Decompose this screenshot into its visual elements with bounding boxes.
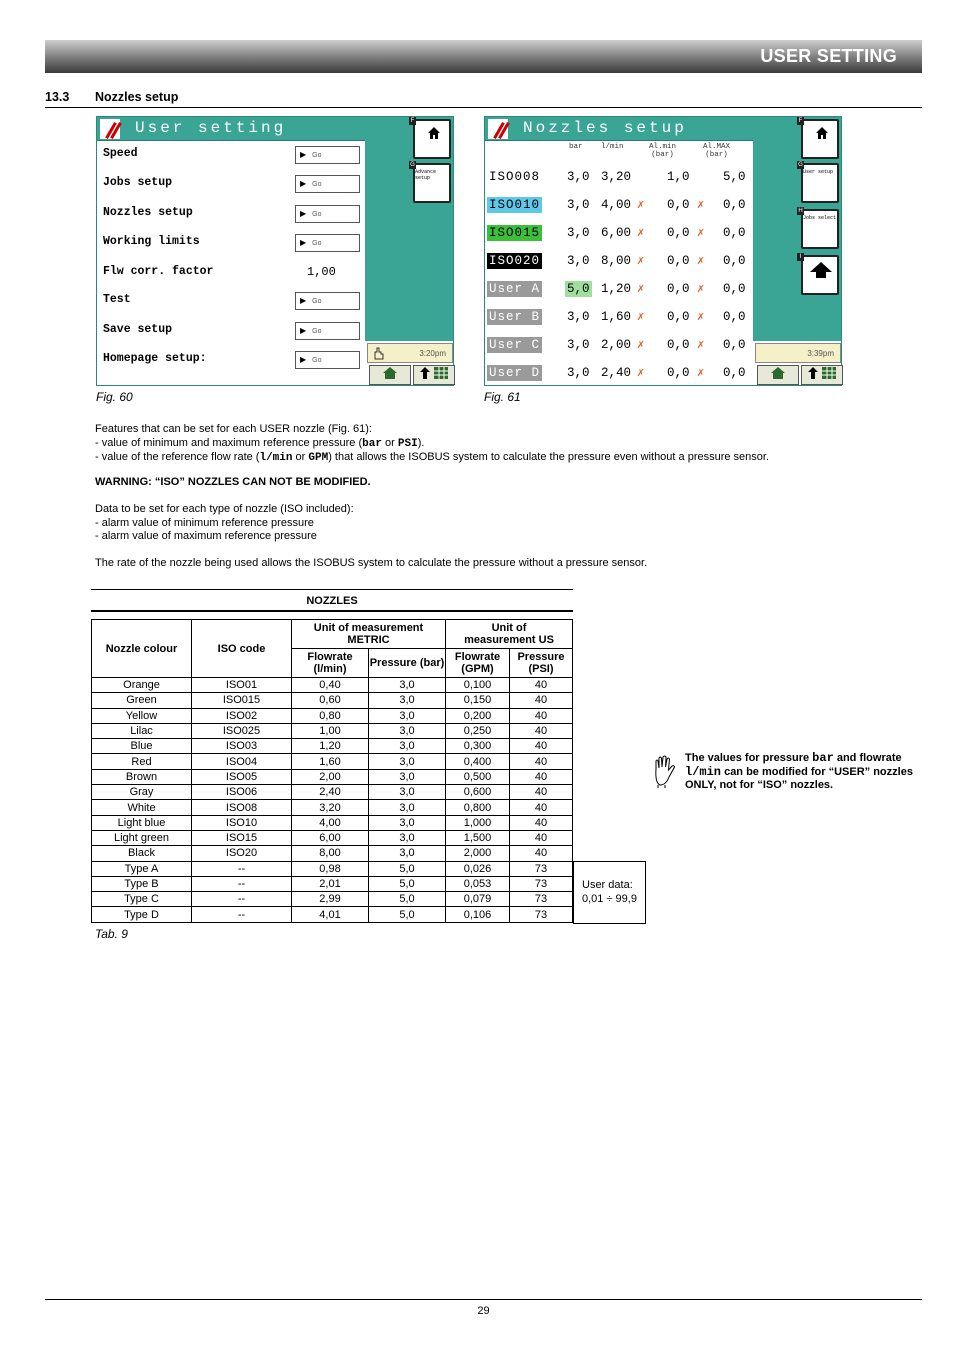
play-icon: ▶ (300, 355, 307, 364)
table-title: NOZZLES (91, 589, 573, 612)
table-cell: ISO02 (192, 708, 292, 723)
table-cell: Blue (92, 739, 192, 754)
menu-button[interactable] (413, 365, 455, 385)
locked-icon: ✗ (697, 226, 705, 240)
softkey-letter: F (798, 118, 803, 124)
home-softkey[interactable] (410, 118, 451, 159)
pressure-value[interactable]: 5,0 (567, 282, 590, 296)
go-button[interactable] (295, 205, 360, 223)
table-cell: 40 (510, 754, 573, 769)
home-button[interactable] (757, 365, 799, 385)
table-cell: Orange (92, 678, 192, 693)
locked-icon: ✗ (637, 338, 645, 352)
go-label: Go (312, 211, 322, 218)
locked-icon: ✗ (637, 366, 645, 380)
table-cell: 8,00 (292, 846, 369, 861)
table-cell: ISO03 (192, 739, 292, 754)
chapter-title: USER SETTING (760, 46, 897, 66)
home-icon (770, 366, 786, 380)
table-cell: Light green (92, 830, 192, 845)
table-cell: 0,053 (446, 876, 510, 891)
table-cell: 0,80 (292, 708, 369, 723)
table-row (92, 739, 573, 754)
table-cell: 40 (510, 815, 573, 830)
header-metric: Unit of measurement METRIC (292, 620, 446, 649)
menu-item[interactable]: Homepage setup: (103, 352, 207, 365)
go-label: Go (312, 328, 322, 335)
go-label: Go (312, 152, 322, 159)
table-row (92, 800, 573, 815)
table-cell: 73 (510, 876, 573, 891)
table-cell: 2,01 (292, 876, 369, 891)
table-cell: 1,00 (292, 723, 369, 738)
nozzle-name[interactable]: ISO008 (489, 170, 541, 184)
fig-60-caption: Fig. 60 (96, 390, 133, 404)
chapter-header (45, 40, 922, 73)
table-cell: White (92, 800, 192, 815)
table-cell: 0,40 (292, 678, 369, 693)
menu-item[interactable]: Flw corr. factor (103, 265, 214, 278)
table-row (92, 815, 573, 830)
nozzle-name[interactable]: User A (489, 282, 541, 296)
alarm-min-value[interactable]: 0,0 (667, 366, 690, 380)
header-flowrate-lmin: Flowrate (l/min) (292, 649, 369, 678)
nozzle-row[interactable] (487, 281, 751, 297)
softkey-panel (365, 117, 453, 341)
alarm-min-value[interactable]: 0,0 (667, 226, 690, 240)
nozzle-row[interactable] (487, 225, 751, 241)
pressure-value[interactable]: 3,0 (567, 170, 590, 184)
table-cell: 40 (510, 769, 573, 784)
alarm-max-value[interactable]: 0,0 (723, 254, 746, 268)
softkey-letter: H (798, 208, 803, 214)
table-cell: ISO06 (192, 785, 292, 800)
softkey-letter: G (798, 162, 803, 168)
table-cell: 40 (510, 693, 573, 708)
alarm-max-value[interactable]: 5,0 (723, 170, 746, 184)
go-button[interactable] (295, 292, 360, 310)
nozzle-name[interactable]: User B (489, 310, 541, 324)
header-pressure-psi: Pressure (PSI) (510, 649, 573, 678)
page-number: 29 (477, 1305, 490, 1317)
table-cell: 1,500 (446, 830, 510, 845)
table-row (92, 907, 573, 922)
table-cell: Yellow (92, 708, 192, 723)
grid-menu-icon (807, 366, 837, 380)
menu-item[interactable]: Nozzles setup (103, 206, 193, 219)
page-footer (45, 1299, 922, 1317)
table-row (92, 892, 573, 907)
pressure-value[interactable]: 3,0 (567, 198, 590, 212)
flow-value[interactable]: 4,00 (601, 198, 632, 212)
table-cell: 3,0 (369, 678, 446, 693)
table-row (92, 861, 573, 876)
table-cell: 5,0 (369, 892, 446, 907)
table-cell: Green (92, 693, 192, 708)
play-icon: ▶ (300, 326, 307, 335)
table-cell: 3,0 (369, 846, 446, 861)
locked-icon: ✗ (637, 254, 645, 268)
nozzles-setup-screen (484, 116, 842, 386)
home-button[interactable] (369, 365, 411, 385)
note-text: The values for pressure bar and flowrate l/min can be modified for “USER” nozzles ONLY, not for “ISO” nozzles. (685, 751, 913, 791)
table-row (92, 693, 573, 708)
clock (755, 343, 841, 363)
menu-item[interactable]: Working limits (103, 235, 200, 248)
table-cell: ISO08 (192, 800, 292, 815)
table-cell: ISO10 (192, 815, 292, 830)
menu-item[interactable]: Save setup (103, 323, 173, 336)
menu-item[interactable]: Jobs setup (103, 176, 173, 189)
table-cell: 0,106 (446, 907, 510, 922)
softkey-letter: I (797, 253, 804, 261)
table-cell: Lilac (92, 723, 192, 738)
hand-icon (372, 346, 386, 360)
table-row (92, 723, 573, 738)
nozzle-name[interactable]: ISO020 (489, 254, 541, 268)
nozzle-row[interactable] (487, 337, 751, 353)
menu-item[interactable]: Test (103, 293, 131, 306)
softkey-label: Jobs select (803, 215, 837, 221)
table-cell: ISO015 (192, 693, 292, 708)
locked-icon: ✗ (697, 310, 705, 324)
advance-setup-softkey[interactable] (410, 162, 451, 203)
table-cell: 40 (510, 785, 573, 800)
clock (367, 343, 453, 363)
table-cell: Black (92, 846, 192, 861)
table-cell: -- (192, 876, 292, 891)
table-row (92, 785, 573, 800)
back-softkey[interactable] (801, 255, 839, 295)
table-row (92, 708, 573, 723)
header-flowrate-gpm: Flowrate (GPM) (446, 649, 510, 678)
header-nozzle-colour: Nozzle colour (92, 620, 192, 678)
table-row (92, 846, 573, 861)
screen-title-bar (485, 117, 753, 141)
column-header-lmin: l/min (601, 143, 624, 151)
table-cell: 40 (510, 708, 573, 723)
table-cell: 1,60 (292, 754, 369, 769)
play-icon: ▶ (300, 150, 307, 159)
table-cell: 0,300 (446, 739, 510, 754)
table-cell: 3,0 (369, 739, 446, 754)
table-cell: 73 (510, 861, 573, 876)
flow-value[interactable]: 2,40 (601, 366, 632, 380)
flow-value[interactable]: 1,60 (601, 310, 632, 324)
table-cell: 2,40 (292, 785, 369, 800)
table-caption: Tab. 9 (95, 927, 128, 941)
clock-time: 3:20pm (419, 349, 446, 358)
column-header-bar: bar (569, 143, 583, 151)
softkey-label: Advance setup (415, 169, 437, 181)
table-cell: 3,0 (369, 785, 446, 800)
screen-title-bar (97, 117, 365, 141)
menu-button[interactable] (801, 365, 843, 385)
flow-value[interactable]: 1,20 (601, 282, 632, 296)
softkey-letter: G (410, 162, 415, 168)
grid-menu-icon (419, 366, 449, 380)
table-cell: 3,0 (369, 769, 446, 784)
go-label: Go (312, 357, 322, 364)
flow-correction-value[interactable]: 1,00 (307, 265, 336, 279)
table-cell: ISO05 (192, 769, 292, 784)
table-cell: 0,200 (446, 708, 510, 723)
go-button[interactable] (295, 146, 360, 164)
table-cell: 40 (510, 678, 573, 693)
go-button[interactable] (295, 175, 360, 193)
table-row (92, 769, 573, 784)
nozzles-table (91, 619, 573, 923)
table-cell: 5,0 (369, 861, 446, 876)
alarm-min-value[interactable]: 0,0 (667, 254, 690, 268)
table-cell: 40 (510, 830, 573, 845)
table-cell: ISO025 (192, 723, 292, 738)
table-cell: 2,99 (292, 892, 369, 907)
nozzle-row[interactable] (487, 365, 751, 381)
table-cell: Type C (92, 892, 192, 907)
table-cell: ISO15 (192, 830, 292, 845)
go-label: Go (312, 240, 322, 247)
column-header-alarm-max: Al.MAX (bar) (703, 143, 731, 159)
nozzle-name[interactable]: User D (489, 366, 541, 380)
nozzle-name[interactable]: User C (489, 338, 541, 352)
section-number: 13.3 (45, 90, 70, 104)
play-icon: ▶ (300, 209, 307, 218)
go-label: Go (312, 298, 322, 305)
table-cell: 4,00 (292, 815, 369, 830)
table-cell: 73 (510, 892, 573, 907)
softkey-panel (753, 117, 841, 341)
data-list: Data to be set for each type of nozzle (ISO included): - alarm value of minimum reference pressure - alarm value of maximum reference pressure (95, 503, 354, 542)
table-cell: 0,026 (446, 861, 510, 876)
play-icon: ▶ (300, 296, 307, 305)
table-cell: 0,98 (292, 861, 369, 876)
locked-icon: ✗ (697, 338, 705, 352)
table-cell: Brown (92, 769, 192, 784)
flow-value[interactable]: 3,20 (601, 170, 632, 184)
locked-icon: ✗ (697, 198, 705, 212)
table-cell: ISO04 (192, 754, 292, 769)
go-button[interactable] (295, 322, 360, 340)
table-cell: 3,0 (369, 815, 446, 830)
jobs-select-softkey[interactable] (798, 208, 839, 249)
table-cell: 0,600 (446, 785, 510, 800)
table-cell: 0,150 (446, 693, 510, 708)
header-pressure-bar: Pressure (bar) (369, 649, 446, 678)
pressure-value[interactable]: 3,0 (567, 310, 590, 324)
brand-logo-icon (100, 119, 120, 139)
softkey-letter: F (410, 118, 415, 124)
table-cell: Type B (92, 876, 192, 891)
table-cell: 1,000 (446, 815, 510, 830)
table-cell: 0,079 (446, 892, 510, 907)
play-icon: ▶ (300, 179, 307, 188)
go-button[interactable] (295, 351, 360, 369)
alarm-min-value[interactable]: 0,0 (667, 198, 690, 212)
menu-item[interactable]: Speed (103, 147, 138, 160)
table-cell: 40 (510, 723, 573, 738)
home-icon (382, 366, 398, 380)
user-setup-softkey[interactable] (798, 162, 839, 203)
table-cell: 40 (510, 739, 573, 754)
nozzle-row[interactable] (487, 309, 751, 325)
table-cell: Type D (92, 907, 192, 922)
locked-icon: ✗ (697, 366, 705, 380)
alarm-max-value[interactable]: 0,0 (723, 366, 746, 380)
table-cell: 4,01 (292, 907, 369, 922)
table-cell: 40 (510, 800, 573, 815)
table-cell: 0,800 (446, 800, 510, 815)
locked-icon: ✗ (637, 226, 645, 240)
nozzle-row[interactable] (487, 197, 751, 213)
table-cell: Red (92, 754, 192, 769)
table-cell: 5,0 (369, 876, 446, 891)
table-cell: ISO01 (192, 678, 292, 693)
table-cell: 0,100 (446, 678, 510, 693)
fig-61-caption: Fig. 61 (484, 390, 521, 404)
table-cell: 3,0 (369, 754, 446, 769)
alarm-min-value[interactable]: 0,0 (667, 282, 690, 296)
table-cell: 73 (510, 907, 573, 922)
table-cell: 3,20 (292, 800, 369, 815)
table-cell: Gray (92, 785, 192, 800)
pressure-value[interactable]: 3,0 (567, 254, 590, 268)
play-icon: ▶ (300, 238, 307, 247)
body-paragraph: The rate of the nozzle being used allows the ISOBUS system to calculate the pressure without a pressure sensor. (95, 557, 648, 569)
table-row (92, 830, 573, 845)
nozzle-name[interactable]: ISO015 (489, 226, 541, 240)
table-cell: 0,250 (446, 723, 510, 738)
alarm-max-value[interactable]: 0,0 (723, 198, 746, 212)
table-cell: 2,000 (446, 846, 510, 861)
brand-logo-icon (488, 119, 508, 139)
table-cell: -- (192, 892, 292, 907)
warning-text: WARNING: “ISO” NOZZLES CAN NOT BE MODIFIED. (95, 476, 371, 488)
table-cell: 40 (510, 846, 573, 861)
table-cell: Light blue (92, 815, 192, 830)
table-row (92, 678, 573, 693)
table-cell: 3,0 (369, 800, 446, 815)
user-data-note: User data: 0,01 ÷ 99,9 (573, 861, 646, 924)
arrow-up-icon (809, 261, 833, 279)
alarm-min-value[interactable]: 0,0 (667, 310, 690, 324)
table-cell: 0,60 (292, 693, 369, 708)
alarm-max-value[interactable]: 0,0 (723, 338, 746, 352)
pressure-value[interactable]: 3,0 (567, 338, 590, 352)
nozzle-row[interactable] (487, 169, 751, 185)
table-cell: 3,0 (369, 723, 446, 738)
screen-title: Nozzles setup (523, 119, 687, 137)
table-cell: 2,00 (292, 769, 369, 784)
nozzle-name[interactable]: ISO010 (489, 198, 541, 212)
user-setting-screen (96, 116, 454, 386)
table-cell: -- (192, 907, 292, 922)
flow-value[interactable]: 8,00 (601, 254, 632, 268)
table-cell: 3,0 (369, 693, 446, 708)
flow-value[interactable]: 2,00 (601, 338, 632, 352)
home-softkey[interactable] (798, 118, 839, 159)
go-label: Go (312, 181, 322, 188)
table-cell: 3,0 (369, 830, 446, 845)
locked-icon: ✗ (637, 282, 645, 296)
home-icon (815, 126, 829, 140)
alarm-max-value[interactable]: 0,0 (723, 310, 746, 324)
locked-icon: ✗ (697, 282, 705, 296)
alarm-max-value[interactable]: 0,0 (723, 282, 746, 296)
table-cell: Type A (92, 861, 192, 876)
clock-time: 3:39pm (807, 349, 834, 358)
table-cell: 0,500 (446, 769, 510, 784)
hand-note-icon (652, 755, 684, 789)
table-cell: 1,20 (292, 739, 369, 754)
table-cell: 3,0 (369, 708, 446, 723)
pressure-value[interactable]: 3,0 (567, 226, 590, 240)
header-iso-code: ISO code (192, 620, 292, 678)
pressure-value[interactable]: 3,0 (567, 366, 590, 380)
table-cell: 5,0 (369, 907, 446, 922)
table-cell: ISO20 (192, 846, 292, 861)
softkey-label: User setup (803, 169, 834, 175)
alarm-max-value[interactable]: 0,0 (723, 226, 746, 240)
nozzle-row[interactable] (487, 253, 751, 269)
flow-value[interactable]: 6,00 (601, 226, 632, 240)
alarm-min-value[interactable]: 1,0 (667, 170, 690, 184)
header-us: Unit of measurement US (446, 620, 573, 649)
table-cell: 0,400 (446, 754, 510, 769)
locked-icon: ✗ (697, 254, 705, 268)
locked-icon: ✗ (637, 198, 645, 212)
body-paragraph: Features that can be set for each USER nozzle (Fig. 61): - value of minimum and maximum reference pressure (bar or PSI). - value of the reference flow rate (l/min or GPM) that allows the ISOBUS system to calculate the pressure even without a pressure sensor. (95, 423, 770, 464)
alarm-min-value[interactable]: 0,0 (667, 338, 690, 352)
locked-icon: ✗ (637, 310, 645, 324)
table-cell: -- (192, 861, 292, 876)
section-title: Nozzles setup (95, 90, 179, 104)
table-row (92, 754, 573, 769)
column-header-alarm-min: Al.min (bar) (649, 143, 677, 159)
screen-title: User setting (135, 119, 287, 137)
table-cell: 6,00 (292, 830, 369, 845)
home-icon (427, 126, 441, 140)
section-heading (45, 90, 922, 108)
table-row (92, 876, 573, 891)
go-button[interactable] (295, 234, 360, 252)
